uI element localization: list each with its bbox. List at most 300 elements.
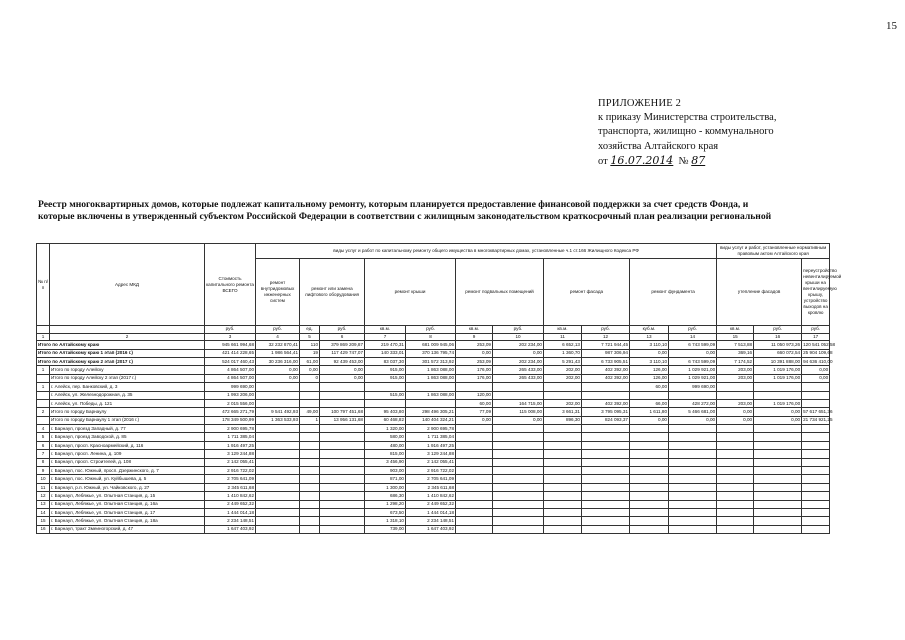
value-cell: 60,00 [630,383,669,391]
value-cell [802,391,830,399]
row-name: Итого по Алтайскому краю 2 этап (2017 г.) [37,357,205,365]
value-cell: 1 029 921,00 [669,374,717,382]
value-cell: 1 [300,416,320,424]
value-cell: 0,00 [300,366,320,374]
header-address: Адрес МКД [50,244,205,326]
value-cell: 824 093,37 [582,416,630,424]
header-basement: ремонт подвальных помещений [456,259,544,326]
value-cell: 2 234 148,51 [406,517,456,525]
header-facade: ремонт фасада [544,259,630,326]
value-cell: 6 733 905,51 [582,357,630,365]
value-cell [582,425,630,433]
value-cell: 9 541 492,93 [256,408,300,416]
value-cell [256,425,300,433]
value-cell [630,509,669,517]
value-cell [582,458,630,466]
value-cell [320,509,365,517]
value-cell [669,441,717,449]
page-number: 15 [886,20,897,32]
value-cell [320,391,365,399]
value-cell [456,441,493,449]
value-cell [717,441,754,449]
row-name: г. Барнаул, р.п. Южный, ул. Чайковского, д. 27 [50,483,205,491]
value-cell [320,425,365,433]
value-cell [256,525,300,533]
value-cell [256,517,300,525]
value-cell [493,509,544,517]
value-cell: 1 410 842,62 [406,492,456,500]
value-cell: 203,00 [717,399,754,407]
value-cell [493,517,544,525]
value-cell [630,433,669,441]
value-cell [582,483,630,491]
value-cell: 0,00 [669,349,717,357]
value-cell [669,492,717,500]
index-cell: 13 [630,333,669,341]
unit-cell: руб. [493,326,544,334]
value-cell: 1 711 385,04 [406,433,456,441]
value-cell [754,450,802,458]
value-cell [582,450,630,458]
value-cell: 4 864 507,00 [205,374,256,382]
value-cell [630,500,669,508]
value-cell [754,425,802,433]
table-row [37,467,830,475]
value-cell: 0,00 [717,408,754,416]
value-cell: 0,00 [493,349,544,357]
value-cell [406,383,456,391]
row-number: 12 [37,492,50,500]
value-cell [320,399,365,407]
value-cell: 1 993 206,00 [205,391,256,399]
value-cell: 370 136 795,74 [406,349,456,357]
value-cell: 0,00 [320,374,365,382]
units-row [37,326,830,334]
value-cell [802,425,830,433]
value-cell [754,467,802,475]
value-cell [493,433,544,441]
unit-cell: руб. [582,326,630,334]
value-cell: 3 129 244,88 [406,450,456,458]
row-name: г. Барнаул, пос. Южный, просп. Дзержинского, д. 7 [50,467,205,475]
value-cell [582,492,630,500]
value-cell [802,383,830,391]
value-cell [669,433,717,441]
row-number: 5 [37,433,50,441]
handwritten-date: 16.07.2014 [610,153,674,167]
value-cell [802,467,830,475]
value-cell [300,483,320,491]
value-cell: 176,00 [456,366,493,374]
value-cell [456,425,493,433]
value-cell [630,475,669,483]
value-cell [300,500,320,508]
value-cell: 1 647 403,92 [406,525,456,533]
value-cell: 1 863 088,00 [406,391,456,399]
value-cell [544,391,582,399]
value-cell: 2 705 641,09 [406,475,456,483]
value-cell [630,467,669,475]
value-cell [456,492,493,500]
value-cell [754,475,802,483]
value-cell [582,383,630,391]
value-cell [300,433,320,441]
row-number [37,416,50,424]
row-number: 13 [37,500,50,508]
value-cell [669,450,717,458]
value-cell [717,500,754,508]
value-cell [802,483,830,491]
value-cell [456,525,493,533]
value-cell: 1 318,10 [365,517,406,525]
value-cell: 7 721 944,45 [582,341,630,349]
value-cell [320,500,365,508]
table-row [37,500,830,508]
value-cell [544,483,582,491]
row-number [37,391,50,399]
row-name: г. Барнаул, тракт Змеиногорский, д. 47 [50,525,205,533]
value-cell [456,483,493,491]
table-row [37,525,830,533]
row-number: 6 [37,441,50,449]
value-cell: 903,00 [365,467,406,475]
value-cell: 1 711 385,04 [205,433,256,441]
index-cell: 15 [717,333,754,341]
table-row [37,425,830,433]
header-roof: ремонт крыши [365,259,456,326]
header-no: № п/п [37,244,50,326]
value-cell [630,450,669,458]
value-cell: 0,00 [630,349,669,357]
value-cell: 140 333,01 [365,349,406,357]
value-cell [669,391,717,399]
value-cell [544,517,582,525]
value-cell: 1 029 921,00 [669,366,717,374]
value-cell: 0,00 [456,349,493,357]
row-number: 1 [37,366,50,374]
value-cell: 0,00 [320,366,365,374]
value-cell [582,517,630,525]
value-cell [544,433,582,441]
value-cell: 60 468,82 [365,416,406,424]
row-name: г. Алейск, ул. Победы, д. 121 [50,399,205,407]
value-cell [630,425,669,433]
value-cell: 202,00 [544,366,582,374]
value-cell: 5 466 681,00 [669,408,717,416]
value-cell [630,483,669,491]
value-cell: 1 410 842,62 [205,492,256,500]
value-cell: 524 017 460,43 [205,357,256,365]
value-cell: 178 349 500,99 [205,416,256,424]
value-cell: 1 019 176,00 [754,374,802,382]
total-row [37,341,830,349]
index-cell: 16 [754,333,802,341]
table-row [37,391,830,399]
value-cell [544,450,582,458]
value-cell [256,509,300,517]
value-cell [802,517,830,525]
unit-cell: руб. [406,326,456,334]
unit-cell [37,326,50,334]
value-cell [802,500,830,508]
unit-cell: ед. [300,326,320,334]
value-cell: 2 449 652,32 [406,500,456,508]
value-cell [544,425,582,433]
header-elevator: ремонт или замена лифтового оборудования [300,259,365,326]
value-cell: 2 015 556,00 [205,399,256,407]
row-name: г. Алейск, пер. Банковский, д. 3 [50,383,205,391]
value-cell: 6 743 599,09 [669,357,717,365]
value-cell: 1 298,20 [365,500,406,508]
value-cell: 202 234,00 [493,357,544,365]
value-cell: 0,00 [802,366,830,374]
value-cell: 1 647 403,92 [205,525,256,533]
value-cell: 110 [300,341,320,349]
value-cell [669,425,717,433]
row-number: 10 [37,475,50,483]
value-cell [802,525,830,533]
value-cell: 1 363 533,93 [256,416,300,424]
row-name: Итого по городу Барнаулу [50,408,205,416]
value-cell [256,458,300,466]
value-cell [630,441,669,449]
value-cell [802,509,830,517]
value-cell: 57 617 651,36 [802,408,830,416]
row-number: 1 [37,383,50,391]
value-cell: 402 392,00 [582,374,630,382]
row-number [37,399,50,407]
value-cell [456,433,493,441]
row-number: 14 [37,509,50,517]
table-row [37,450,830,458]
value-cell [754,500,802,508]
unit-cell: кв.м. [544,326,582,334]
value-cell [493,500,544,508]
value-cell: 987 306,94 [582,349,630,357]
value-cell [802,433,830,441]
value-cell [456,450,493,458]
value-cell [754,391,802,399]
unit-cell: руб. [802,326,830,334]
value-cell [717,509,754,517]
value-cell [493,467,544,475]
value-cell: 0,00 [493,416,544,424]
value-cell: 0,00 [630,416,669,424]
value-cell: 120,00 [456,391,493,399]
value-cell: 402 392,00 [582,366,630,374]
unit-cell: руб. [320,326,365,334]
value-cell: 2 234 148,51 [205,517,256,525]
index-cell: 9 [456,333,493,341]
value-cell: 6 743 599,09 [669,341,717,349]
value-cell: 515,00 [365,391,406,399]
value-cell [582,525,630,533]
value-cell: 660 072,54 [754,349,802,357]
value-cell [300,383,320,391]
value-cell [320,517,365,525]
value-cell: 3 795 095,31 [582,408,630,416]
value-cell [256,391,300,399]
value-cell: 896,30 [544,416,582,424]
value-cell [256,450,300,458]
table-row [37,408,830,416]
appendix-block [598,97,858,169]
table-row [37,441,830,449]
value-cell [320,483,365,491]
row-number: 11 [37,483,50,491]
table-row [37,483,830,491]
value-cell: 0,00 [456,416,493,424]
value-cell: 95 403,80 [365,408,406,416]
header-group-extra: виды услуг и работ, установленные нормативным правовым актом Алтайского края [717,244,830,259]
value-cell [300,509,320,517]
value-cell [544,475,582,483]
value-cell [754,509,802,517]
date-prefix: от [598,155,608,167]
value-cell [256,467,300,475]
header-group-works: виды услуг и работ по капитальному ремонту общего имущества в многоквартирных домах, установленные ч.1 ст.166 Жилищного Кодекса РФ [256,244,717,259]
value-cell: 4 864 507,00 [205,366,256,374]
value-cell: 100 797 451,68 [320,408,365,416]
index-cell: 10 [493,333,544,341]
value-cell [802,441,830,449]
value-cell [456,383,493,391]
register-table [36,243,842,534]
value-cell [320,450,365,458]
value-cell [630,458,669,466]
value-cell: 686,30 [365,492,406,500]
value-cell [582,441,630,449]
value-cell [544,500,582,508]
value-cell: 202,00 [544,374,582,382]
value-cell [717,391,754,399]
value-cell: 94 636 410,00 [802,357,830,365]
header-cost: Стоимость капитального ремонта ВСЕГО [205,244,256,326]
value-cell: 1 916 497,25 [205,441,256,449]
value-cell: 580,00 [365,433,406,441]
appendix-line-2: транспорта, жилищно - коммунального [598,126,774,138]
value-cell [754,492,802,500]
register-body [37,341,836,534]
value-cell [456,475,493,483]
value-cell: 176,00 [456,374,493,382]
value-cell: 0,00 [256,366,300,374]
value-cell: 0,00 [669,416,717,424]
row-number: 15 [37,517,50,525]
row-number: 2 [37,408,50,416]
value-cell [717,517,754,525]
value-cell: 945 661 994,68 [205,341,256,349]
value-cell [300,458,320,466]
value-cell: 815,00 [365,450,406,458]
value-cell [300,517,320,525]
unit-cell: руб. [256,326,300,334]
value-cell: 83 037,30 [365,357,406,365]
value-cell: 265 433,00 [493,366,544,374]
value-cell [544,441,582,449]
index-cell: 2 [50,333,205,341]
table-row [37,492,830,500]
value-cell [256,483,300,491]
value-cell [300,492,320,500]
header-insulation: утепление фасадов [717,259,802,326]
value-cell: 739,00 [365,525,406,533]
unit-cell: руб. [754,326,802,334]
value-cell [493,450,544,458]
appendix-line-3: хозяйства Алтайского края [598,140,719,152]
value-cell [582,433,630,441]
row-name: г. Алейск, ул. Железнодорожная, д. 35 [50,391,205,399]
value-cell [300,450,320,458]
row-number: 16 [37,525,50,533]
value-cell [544,509,582,517]
row-name: г. Барнаул, проезд Западный, д. 77 [50,425,205,433]
value-cell: 1 320,00 [365,425,406,433]
value-cell: 428 272,00 [669,399,717,407]
value-cell: 1 986 564,41 [256,349,300,357]
value-cell [300,425,320,433]
value-cell: 2 142 055,41 [205,458,256,466]
value-cell: 999 690,00 [205,383,256,391]
value-cell [365,399,406,407]
value-cell [256,492,300,500]
index-row [37,333,830,341]
value-cell: 77,09 [456,408,493,416]
value-cell: 25 904 109,68 [802,349,830,357]
value-cell [669,458,717,466]
value-cell: 1 916 497,25 [406,441,456,449]
index-cell: 14 [669,333,717,341]
value-cell [582,500,630,508]
unit-cell: кв.м. [456,326,493,334]
total-row [37,349,830,357]
value-cell: 7 513,88 [717,341,754,349]
value-cell [493,425,544,433]
value-cell: 0 [300,374,320,382]
table-row [37,383,830,391]
value-cell [493,458,544,466]
value-cell [582,391,630,399]
value-cell: 202,00 [544,399,582,407]
value-cell: 32 232 870,41 [256,341,300,349]
value-cell: 915,00 [365,374,406,382]
value-cell: 1 019 176,00 [754,399,802,407]
value-cell: 1 863 088,00 [406,366,456,374]
value-cell [802,399,830,407]
table-row [37,399,830,407]
heading-line-2: которые включены в утвержденный субъектом Российской Федерации в соответствии с жилищным законодательством краткосрочный план реализации региональной [38,211,772,222]
value-cell: 140 404 324,21 [406,416,456,424]
value-cell: 164 715,00 [493,399,544,407]
value-cell: 871,00 [365,475,406,483]
index-cell: 8 [406,333,456,341]
value-cell: 2 705 641,09 [205,475,256,483]
value-cell [320,458,365,466]
value-cell [717,458,754,466]
row-name: г. Барнаул, просп. Ленина, д. 109 [50,450,205,458]
table-row [37,374,830,382]
value-cell: 1 300,00 [365,483,406,491]
value-cell [300,475,320,483]
value-cell [300,467,320,475]
value-cell: 19 [300,349,320,357]
value-cell: 202 234,00 [493,341,544,349]
header-drainage: переустройство невентилируемой крыши на вентилируемую крышу, устройство выходов на кровлю [802,259,830,326]
row-name: г. Барнаул, Лебяжье, ул. Опытная Станция, д. 17 [50,509,205,517]
value-cell [544,525,582,533]
value-cell: 30 236 316,00 [256,357,300,365]
value-cell [256,383,300,391]
